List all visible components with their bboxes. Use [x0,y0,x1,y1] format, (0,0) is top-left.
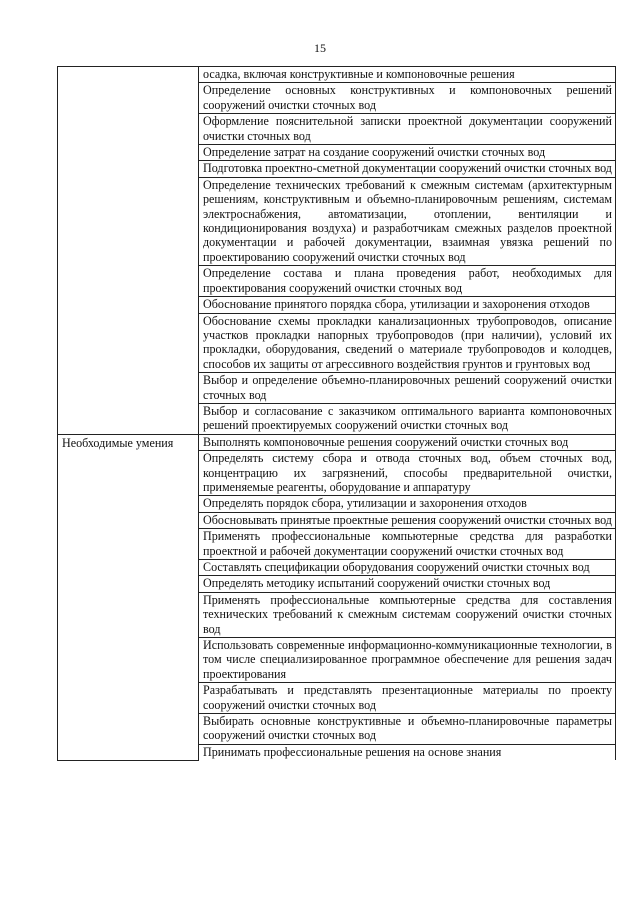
table-cell-item: Принимать профессиональные решения на основе знания [199,744,616,760]
section-label [58,67,199,435]
table-cell-item: Использовать современные информационно-коммуникационные технологии, в том числе специализированное программное обеспечение для решения задач проектирования [199,638,616,683]
table-cell-item: Подготовка проектно-сметной документации сооружений очистки сточных вод [199,161,616,177]
table-cell-item: Определение основных конструктивных и компоновочных решений сооружений очистки сточных вод [199,83,616,114]
table-cell-item: Определять методику испытаний сооружений очистки сточных вод [199,576,616,592]
table-cell-item: Определение затрат на создание сооружений очистки сточных вод [199,145,616,161]
table-cell-item: Обосновывать принятые проектные решения сооружений очистки сточных вод [199,512,616,528]
table-cell-item: Выбирать основные конструктивные и объемно-планировочные параметры сооружений очистки сточных вод [199,714,616,745]
section-label: Необходимые умения [58,434,199,760]
table-cell-item: Определять систему сбора и отвода сточных вод, объем сточных вод, концентрацию их загрязнений, способы предварительной очистки, применяемые реагенты, оборудование и аппаратуру [199,451,616,496]
table-cell-item: Определение состава и плана проведения работ, необходимых для проектирования сооружений очистки сточных вод [199,266,616,297]
table-row [58,67,616,83]
table-cell-item: Обоснование схемы прокладки канализационных трубопроводов, описание участков прокладки напорных трубопроводов (при наличии), условий их прокладки, оборудования, сведений о материале трубопроводов и колодцев, способов их защиты от агрессивного воздействия грунтов и грунтовых вод [199,313,616,373]
table-cell-item: Определение технических требований к смежным системам (архитектурным решениям, конструктивным и объемно-планировочным решениям, системам электроснабжения, автоматизации, отоплении, вентиляции и кондиционирования воздуха) и разработчикам смежных разделов проектной документации и рабочей документации, взаимная увязка решений по проектированию сооружений очистки сточных вод [199,177,616,265]
table-cell-item: Выбор и согласование с заказчиком оптимального варианта компоновочных решений проектируемых сооружений очистки сточных вод [199,403,616,434]
table-row [58,434,616,450]
table-cell-item: Разрабатывать и представлять презентационные материалы по проекту сооружений очистки сточных вод [199,683,616,714]
table-cell-item: Выбор и определение объемно-планировочных решений сооружений очистки сточных вод [199,373,616,404]
page-number: 15 [314,41,326,55]
requirements-table [57,66,616,761]
table-cell-item: Определять порядок сбора, утилизации и захоронения отходов [199,496,616,512]
table-cell-item: осадка, включая конструктивные и компоновочные решения [199,67,616,83]
table-cell-item: Обоснование принятого порядка сбора, утилизации и захоронения отходов [199,297,616,313]
table-cell-item: Составлять спецификации оборудования сооружений очистки сточных вод [199,560,616,576]
table-body [58,67,616,761]
table-cell-item: Выполнять компоновочные решения сооружений очистки сточных вод [199,434,616,450]
table-cell-item: Применять профессиональные компьютерные средства для разработки проектной и рабочей документации сооружений очистки сточных вод [199,529,616,560]
table-cell-item: Оформление пояснительной записки проектной документации сооружений очистки сточных вод [199,114,616,145]
table-cell-item: Применять профессиональные компьютерные средства для составления технических требований к смежным системам сооружений очистки сточных вод [199,592,616,637]
